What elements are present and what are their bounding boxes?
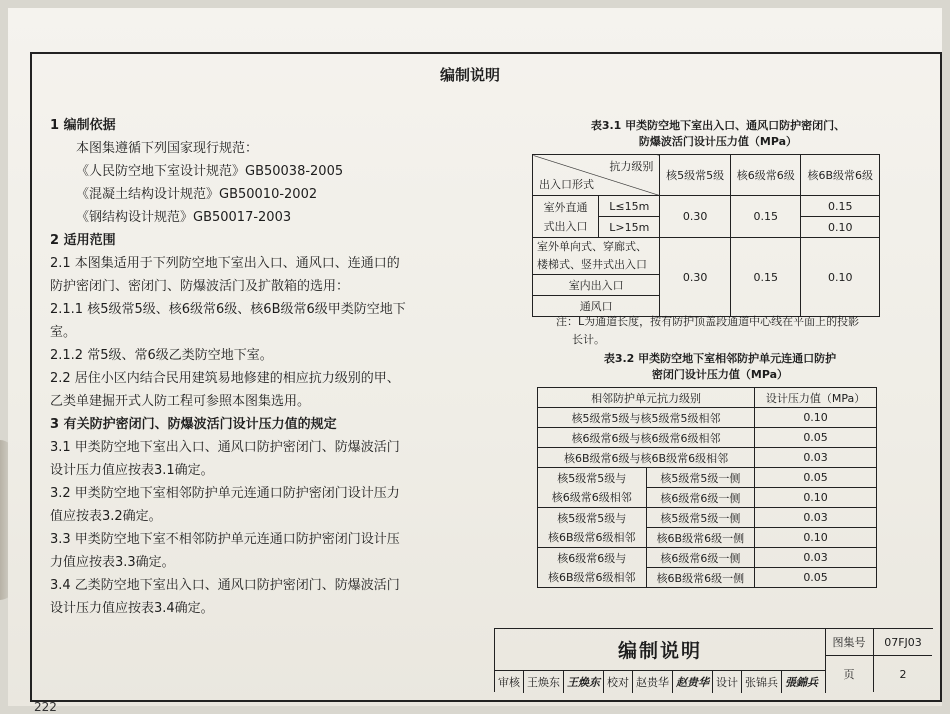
table2-pair-line2: 核6B级常6级相邻: [548, 530, 636, 544]
table2-header-level: 相邻防护单元抗力级别: [538, 388, 755, 408]
page-title: 编制说明: [440, 66, 501, 84]
body-line: 《混凝土结构设计规范》GB50010-2002: [76, 187, 318, 202]
table1-row-vent: 通风口: [533, 296, 660, 317]
body-line: 3.1 甲类防空地下室出入口、通风口防护密闭门、防爆波活门: [50, 440, 400, 455]
body-line: 设计压力值应按表3.4确定。: [50, 601, 214, 616]
table1-val-direct-col2: 0.15: [730, 196, 801, 238]
table-3-1: [532, 154, 880, 317]
table1-caption-line1: 表3.1 甲类防空地下室出入口、通风口防护密闭门、: [590, 119, 846, 132]
table1-note-line2: 长计。: [572, 333, 605, 346]
design-signature: 張錦兵: [785, 676, 818, 689]
table1-row-direct-line1: 室外直通: [543, 200, 588, 214]
table2-pair-line1: 核6级常6级与: [557, 551, 627, 565]
body-line: 乙类单建掘开式人防工程可参照本图集选用。: [50, 394, 311, 409]
table2-side-cell: 核6级常6级一侧: [646, 548, 755, 568]
review-name: 王焕东: [524, 671, 564, 693]
table-3-2: [537, 387, 877, 588]
table1-header-col1: 核5级常5级: [660, 155, 731, 196]
body-line: 本图集遵循下列国家现行规范：: [76, 141, 259, 156]
book-page-number: 222: [34, 700, 57, 714]
table2-pair-cell: [538, 548, 647, 588]
body-line: 3.4 乙类防空地下室出入口、通风口防护密闭门、防爆波活门: [50, 578, 400, 593]
table1-corner-top: 抗力级别: [609, 160, 654, 173]
table2-value-cell: 0.03: [755, 548, 877, 568]
table2-caption: [560, 351, 880, 383]
table2-side-cell: 核6B级常6级一侧: [646, 528, 755, 548]
table1-val-other-col3: 0.10: [801, 238, 880, 317]
table2-pair-cell: [538, 468, 647, 508]
check-label: 校对: [604, 671, 633, 693]
table2-pair-line1: 核5级常5级与: [557, 511, 627, 525]
design-label: 设计: [713, 671, 742, 693]
signature-row: [495, 670, 826, 693]
table1-val-other-col2: 0.15: [730, 238, 801, 317]
table2-level-cell: 核6级常6级与核6级常6级相邻: [538, 428, 755, 448]
table2-side-cell: 核5级常5级一侧: [646, 468, 755, 488]
table1-row-direct: [533, 196, 599, 238]
body-line: 防护密闭门、密闭门、防爆波活门及扩散箱的选用：: [50, 279, 350, 294]
table1-val-direct-col1: 0.30: [660, 196, 731, 238]
table-row: [538, 508, 877, 528]
table2-value-cell: 0.05: [755, 568, 877, 588]
table1-cond-long: L>15m: [599, 217, 660, 238]
body-line: 力值应按表3.3确定。: [50, 555, 175, 570]
table2-side-cell: 核6B级常6级一侧: [646, 568, 755, 588]
table2-pair-line2: 核6级常6级相邻: [551, 490, 632, 504]
table1-val-short-col3: 0.15: [801, 196, 880, 217]
table2-value-cell: 0.05: [755, 468, 877, 488]
table1-row-other-line2: 楼梯式、竖井式出入口: [537, 258, 647, 271]
table1-row-other: [533, 238, 660, 275]
table2-pair-line2: 核6B级常6级相邻: [548, 570, 636, 584]
table2-level-cell: 核5级常5级与核5级常5级相邻: [538, 408, 755, 428]
table-row: [538, 468, 877, 488]
table2-value-cell: 0.10: [755, 528, 877, 548]
body-line: 值应按表3.2确定。: [50, 509, 162, 524]
body-line: 2.2 居住小区内结合民用建筑易地修建的相应抗力级别的甲、: [50, 371, 400, 386]
table2-pair-line1: 核5级常5级与: [557, 471, 627, 485]
table1-note-line1: 注：L为通道长度，按有防护顶盖段通道中心线在平面上的投影: [556, 315, 860, 328]
section-heading: 2 适用范围: [50, 233, 116, 248]
design-name: 张锦兵: [742, 671, 782, 693]
body-line: 设计压力值应按表3.1确定。: [50, 463, 214, 478]
table1-row-other-line1: 室外单向式、穿廊式、: [537, 240, 647, 253]
body-line: 2.1.2 常5级、常6级乙类防空地下室。: [50, 348, 273, 363]
body-line: 《钢结构设计规范》GB50017-2003: [76, 210, 292, 225]
table1-header-col3: 核6B级常6级: [801, 155, 880, 196]
table-row: [538, 428, 877, 448]
table1-cond-short: L≤15m: [599, 196, 660, 217]
page-label: 页: [825, 656, 874, 692]
table1-caption-line2: 防爆波活门设计压力值（MPa）: [638, 135, 798, 148]
table2-header-pressure: 设计压力值（MPa）: [755, 388, 877, 408]
page-number-box: 2: [899, 667, 907, 681]
body-line: 室。: [50, 325, 77, 340]
section-heading: 3 有关防护密闭门、防爆波活门设计压力值的规定: [50, 417, 337, 432]
table2-value-cell: 0.05: [755, 428, 877, 448]
table1-corner-bottom: 出入口形式: [539, 178, 594, 191]
body-line: 2.1 本图集适用于下列防空地下室出入口、通风口、连通口的: [50, 256, 400, 271]
table2-value-cell: 0.03: [755, 448, 877, 468]
table2-side-cell: 核5级常5级一侧: [646, 508, 755, 528]
atlas-number: 07FJ03: [874, 629, 932, 656]
table2-value-cell: 0.03: [755, 508, 877, 528]
table1-val-other-col1: 0.30: [660, 238, 731, 317]
check-signature: 赵贵华: [673, 671, 713, 693]
table2-caption-line2: 密闭门设计压力值（MPa）: [651, 368, 789, 381]
table-row: [538, 448, 877, 468]
review-label: 审核: [495, 671, 524, 693]
table1-val-long-col3: 0.10: [801, 217, 880, 238]
table1-row-indoor: 室内出入口: [533, 275, 660, 296]
table1-corner-cell: [533, 155, 660, 196]
table1-row-direct-line2: 式出入口: [543, 219, 588, 233]
review-signature: 王焕东: [564, 671, 604, 693]
body-line: 3.2 甲类防空地下室相邻防护单元连通口防护密闭门设计压力: [50, 486, 400, 501]
table1-header-col2: 核6级常6级: [730, 155, 801, 196]
left-text-column: [50, 114, 470, 620]
body-line: 3.3 甲类防空地下室不相邻防护单元连通口防护密闭门设计压: [50, 532, 400, 547]
check-name: 赵贵华: [633, 671, 673, 693]
body-line: 2.1.1 核5级常5级、核6级常6级、核6B级常6级甲类防空地下: [50, 302, 406, 317]
table1-note: [556, 313, 886, 349]
table-row: [538, 548, 877, 568]
table2-side-cell: 核6级常6级一侧: [646, 488, 755, 508]
table-row: [538, 408, 877, 428]
table1-caption: [548, 118, 888, 150]
atlas-number-label: 图集号: [825, 629, 874, 656]
title-block-title: 编制说明: [495, 629, 826, 670]
title-block: [494, 628, 933, 692]
body-line: 《人民防空地下室设计规范》GB50038-2005: [76, 164, 344, 179]
table2-value-cell: 0.10: [755, 488, 877, 508]
table2-value-cell: 0.10: [755, 408, 877, 428]
section-heading: 1 编制依据: [50, 118, 116, 133]
table2-level-cell: 核6B级常6级与核6B级常6级相邻: [538, 448, 755, 468]
table2-caption-line1: 表3.2 甲类防空地下室相邻防护单元连通口防护: [603, 352, 837, 365]
table2-pair-cell: [538, 508, 647, 548]
